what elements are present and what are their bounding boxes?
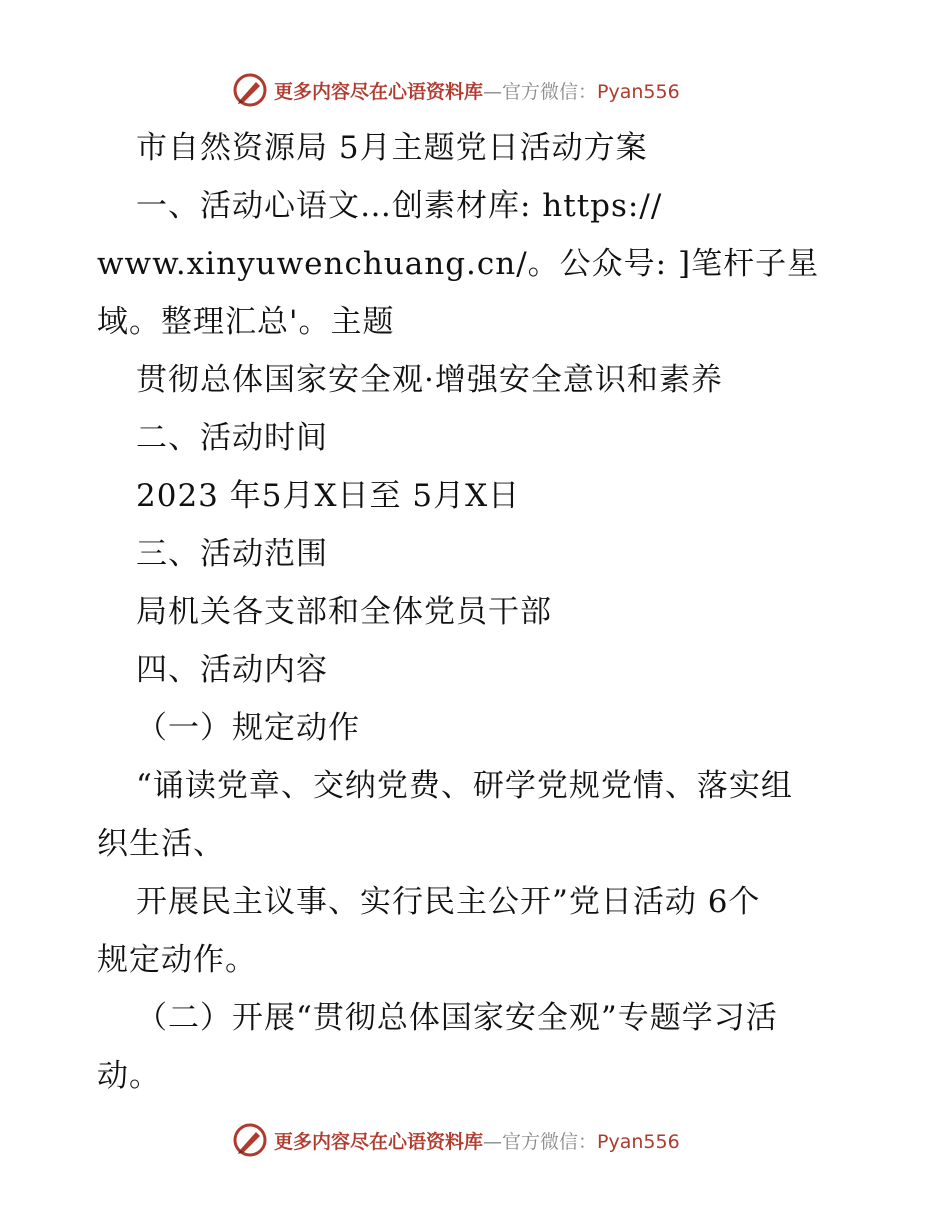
watermark-site-name: 更多内容尽在心语资料库	[274, 1130, 484, 1153]
body-line-1: 一、活动心语文…创素材库: https://	[136, 188, 663, 224]
watermark-dash: —	[483, 1130, 503, 1153]
subsection-heading-study: （二）开展“贯彻总体国家安全观”专题学习活	[136, 1000, 778, 1036]
section-heading-time: 二、活动时间	[136, 420, 328, 456]
body-line-12: 织生活、	[97, 826, 225, 862]
body-line-13: 开展民主议事、实行民主公开”党日活动 6个	[136, 884, 761, 920]
scope-line: 局机关各支部和全体党员干部	[136, 594, 552, 630]
watermark-site-name: 更多内容尽在心语资料库	[274, 80, 484, 103]
document-title: 市自然资源局 5月主题党日活动方案	[136, 130, 648, 166]
watermark-wechat-label: 官方微信：	[502, 1130, 598, 1153]
theme-line: 贯彻总体国家安全观·增强安全意识和素养	[136, 362, 723, 398]
body-line-16: 动。	[97, 1058, 161, 1094]
watermark-dash: —	[483, 80, 503, 103]
watermark-text	[274, 1127, 680, 1154]
pen-logo-icon	[232, 72, 268, 108]
watermark-text	[274, 77, 680, 104]
watermark-wechat-id: Pyan556	[597, 1130, 680, 1153]
footer-watermark-banner	[232, 1120, 712, 1160]
pen-logo-icon	[232, 1122, 268, 1158]
header-watermark-banner	[232, 70, 712, 110]
subsection-heading-required: （一）规定动作	[136, 710, 360, 746]
body-line-14: 规定动作。	[97, 942, 257, 978]
activity-date-line: 2023 年5月X日至 5月X日	[136, 478, 521, 514]
body-line-11: “诵读党章、交纳党费、研学党规党情、落实组	[136, 768, 793, 804]
watermark-wechat-id: Pyan556	[597, 80, 680, 103]
section-heading-scope: 三、活动范围	[136, 536, 328, 572]
watermark-wechat-label: 官方微信：	[502, 80, 598, 103]
body-line-2: www.xinyuwenchuang.cn/。公众号: ]笔杆子星	[97, 246, 820, 282]
body-line-3: 域。整理汇总'。主题	[97, 304, 395, 340]
section-heading-content: 四、活动内容	[136, 652, 328, 688]
